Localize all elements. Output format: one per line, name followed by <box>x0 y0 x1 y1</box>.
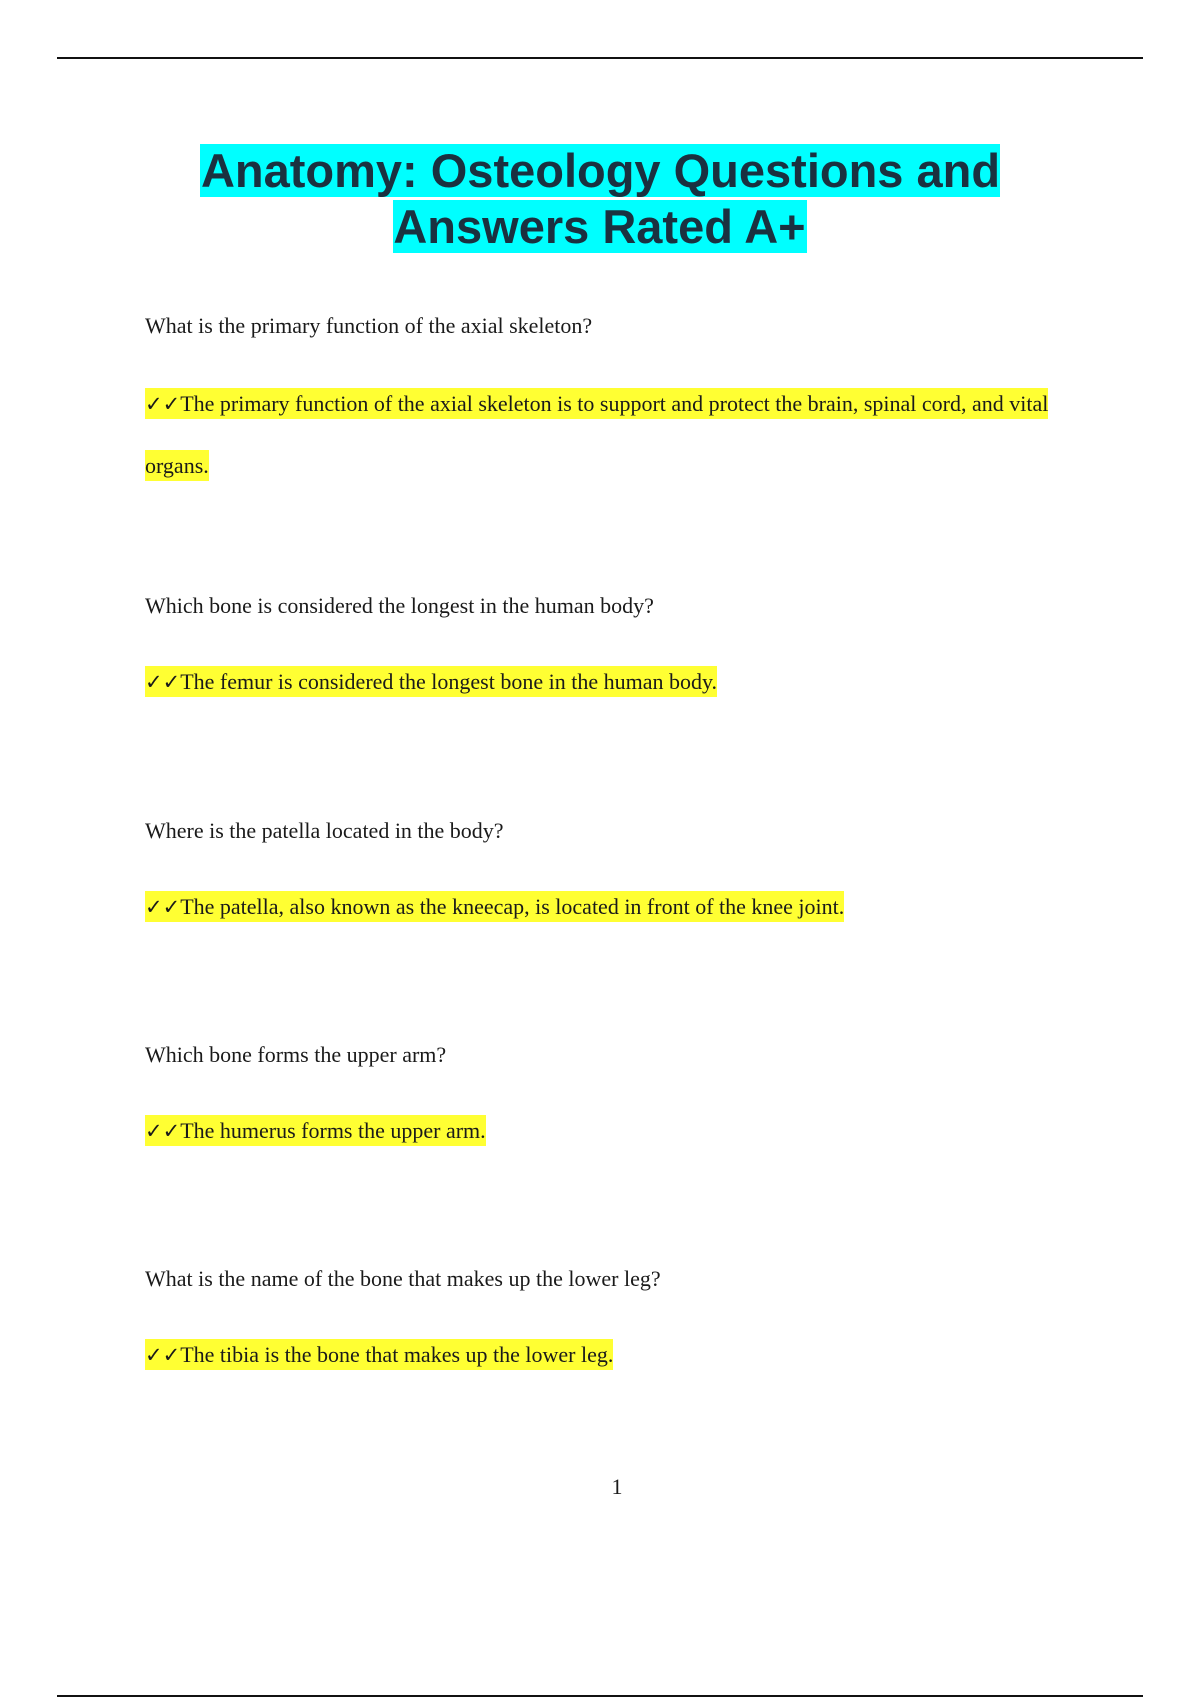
question-5: What is the name of the bone that makes up the lower leg? <box>145 1266 661 1291</box>
header-rule <box>57 57 1143 59</box>
answer-1-highlight <box>145 388 1048 481</box>
page-number: 1 <box>611 1474 623 1499</box>
answer-4-text: The humerus forms the upper arm. <box>180 1118 486 1143</box>
answer-3 <box>145 876 1065 938</box>
answer-5-text: The tibia is the bone that makes up the lower leg. <box>180 1342 614 1367</box>
answer-2 <box>145 651 1065 713</box>
double-check-icon: ✓✓ <box>145 670 181 694</box>
answer-1-text: The primary function of the axial skeleton is to support and protect the brain, spinal cord, and vital organs. <box>145 391 1049 478</box>
answer-4 <box>145 1100 1065 1162</box>
question-3: Where is the patella located in the body? <box>145 818 504 843</box>
footer-rule <box>57 1695 1143 1697</box>
answer-3-highlight <box>145 891 844 922</box>
double-check-icon: ✓✓ <box>145 392 181 416</box>
answer-2-text: The femur is considered the longest bone in the human body. <box>180 669 718 694</box>
answer-4-highlight <box>145 1115 486 1146</box>
answer-5 <box>145 1324 1065 1386</box>
question-2: Which bone is considered the longest in the human body? <box>145 593 654 618</box>
document-title <box>100 143 1100 255</box>
title-highlight: Anatomy: Osteology Questions and Answers Rated A+ <box>200 144 1001 253</box>
double-check-icon: ✓✓ <box>145 1119 181 1143</box>
double-check-icon: ✓✓ <box>145 1343 181 1367</box>
question-1: What is the primary function of the axial skeleton? <box>145 313 593 338</box>
answer-5-highlight <box>145 1339 613 1370</box>
answer-1 <box>145 373 1065 496</box>
answer-3-text: The patella, also known as the kneecap, is located in front of the knee joint. <box>180 894 845 919</box>
question-4: Which bone forms the upper arm? <box>145 1042 447 1067</box>
answer-2-highlight <box>145 666 717 697</box>
double-check-icon: ✓✓ <box>145 895 181 919</box>
